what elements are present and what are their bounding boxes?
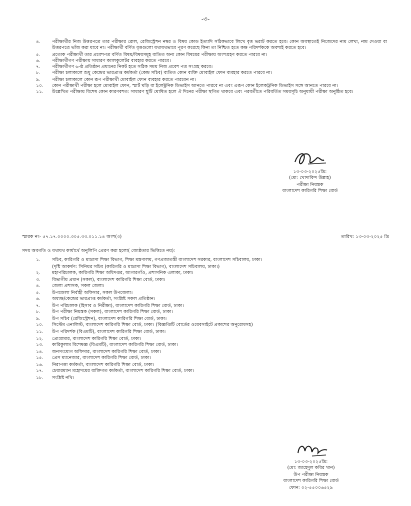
list-text: উপ পরীক্ষা নিয়ন্ত্রক (সকল), বাংলাদেশ কারিগরি শিক্ষা বোর্ড, ঢাকা। — [52, 310, 173, 316]
list-text: সচিব, কারিগরি ও মাদ্রাসা শিক্ষা বিভাগ, শিক্ষা মন্ত্রণালয়, গণপ্রজাতন্ত্রী বাংলাদেশ সরকার, বাংলাদেশ সচিবালয়, ঢাকা। — [52, 258, 263, 263]
signature-date: ১৩-০৩-২০২৫খ্রি: — [293, 170, 327, 175]
rule-number: ৬. — [36, 58, 41, 64]
list-number: ৬. — [36, 297, 41, 303]
list-text: জনসংযোগ অফিসার, বাংলাদেশ কারিগরি শিক্ষা বোর্ড, ঢাকা। — [52, 349, 162, 355]
list-number: ১১. — [36, 330, 44, 336]
list-number: ১২. — [36, 336, 44, 342]
list-number: ৯. — [36, 316, 41, 322]
signatory-organization: বাংলাদেশ কারিগরি শিক্ষা বোর্ড — [282, 189, 338, 195]
rule-text: পরীক্ষার্থীর নিজ উত্তরপত্রে তার পরীক্ষার রোল, রেজিস্ট্রেশন নম্বর ও বিষয় কোড ইত্যাদি সঠিকভাবে লিখে বৃত্ত ভরাট করতে হবে। কোন অবস্থাতেই নিজেদের নাম লেখা, নাম দেওয়া বা উত্তরপত্রে ভাঁজ করা যাবে না। পরীক্ষার্থী বর্ণিত বৃত্তগুলো যথাযথভাবে পূরণ করেছে কিনা তা নিশ্চিত হতে কক্ষ পরিদর্শককে অবশ্যই করতে হবে। — [52, 40, 387, 52]
list-text: উপ পরিচালক (হিসাব ও নিরীক্ষা), বাংলাদেশ কারিগরি শিক্ষা বোর্ড, ঢাকা। — [52, 303, 184, 309]
list-number: ৮. — [36, 310, 41, 316]
list-number: ১৩. — [36, 343, 44, 349]
rule-text: পরীক্ষার্থীগণ ৬-ষ্ঠ প্রতিষ্ঠান প্রধানের নিকট হতে সঠিক সময় নিজ প্রবেশ পত্র সংগ্রহ করবে। — [52, 65, 213, 71]
signature-block-deputy — [252, 438, 370, 492]
list-text: প্রোগ্রামার, বাংলাদেশ কারিগরি শিক্ষা বোর্ড, ঢাকা। — [52, 336, 142, 342]
rule-number: ৭. — [36, 65, 41, 71]
list-text: উপ সচিব (রেজিস্ট্রেশন), বাংলাদেশ কারিগরি শিক্ষা বোর্ড, ঢাকা। — [52, 316, 167, 322]
rule-number: ১০. — [36, 84, 44, 90]
list-number: ১০. — [36, 323, 44, 329]
signatory-name: (মো: জাহেদুল কবির খান) — [287, 466, 335, 472]
distribution-intro: সদয় অবগতি ও যথাযথ কার্যার্থে অনুলিপি প্রেরণ করা হলো( জ্যেষ্ঠতার ভিত্তিতে নয়): — [22, 249, 176, 254]
list-item — [36, 376, 386, 383]
rule-text: কোন পরীক্ষার্থী পরীক্ষা হলে মোবাইল ফোন, স্মার্ট ঘড়ি বা ইলেক্ট্রনিক ডিভাইস আনতে পারবে না এবং এরূপ কোন ইলেকট্রনিক ডিভাইস সঙ্গে আনতে পারবে না। — [52, 84, 339, 90]
signatory-organization: বাংলাদেশ কারিগরি শিক্ষা বোর্ড — [283, 479, 339, 485]
handwritten-signature — [250, 148, 370, 170]
signatory-name: (মো: খোদাবিন্দ উল্লাহ) — [289, 176, 331, 182]
list-text: বিভাগীয় প্রধান (সকল), বাংলাদেশ কারিগরি শিক্ষা বোর্ড, ঢাকা। — [52, 277, 166, 283]
rule-number: ৮. — [36, 71, 41, 77]
memo-date: তারিখ: ১৩-০৩-২০২৫ খ্রি — [340, 235, 389, 240]
rule-number: ১১. — [36, 90, 44, 96]
list-number: ১৮. — [36, 375, 44, 381]
rule-item — [22, 40, 387, 53]
list-text: প্রেস ম্যানেজার, বাংলাদেশ কারিগরি শিক্ষা বোর্ড, ঢাকা। — [52, 356, 151, 362]
signature-scribble-icon — [252, 438, 370, 460]
list-text: চেয়ারম্যান মহোদয়ের ব্যক্তিগত কর্মকর্তা, বাংলাদেশ কারিগরি শিক্ষা বোর্ড, ঢাকা। — [52, 369, 195, 375]
rule-text: পরীক্ষার্থীগণ পরীক্ষায় সাধারণ ক্যালকুলেটর ব্যবহার করতে পারবে। — [52, 58, 171, 64]
rule-text: প্রত্যেক পরীক্ষার্থী তার প্রবেশপত্র বর্ণিত বিষয়/বিষয়সমূহ ব্যতিত অন্য কোন বিষয়ের পরীক্ষায় অংশগ্রহণ করতে পারবে না। — [52, 52, 268, 58]
list-number: ১৬. — [36, 362, 44, 368]
list-number: ৭. — [36, 303, 41, 309]
list-number: ১৭. — [36, 369, 44, 375]
list-number: ১৫. — [36, 356, 44, 362]
list-number: ১. — [36, 258, 41, 263]
list-text: মহাপরিচালক, কারিগরি শিক্ষা অধিদপ্তর, আগারগাঁও, প্রশাসনিক এলাকা, ঢাকা। — [52, 271, 194, 277]
list-text: উপজেলা নির্বাহী অফিসার, সকল উপজেলা। — [52, 290, 133, 296]
memo-line — [22, 233, 389, 241]
rule-number: ৯. — [36, 77, 41, 83]
signatory-title: উপ পরীক্ষা নিয়ন্ত্রক — [293, 472, 329, 478]
rule-text: উল্লেখিত পরীক্ষায় বিশেষ কোন কারণবশত: সাধারণ ছুটি ঘোষিত হলে ঐ দিনের পরীক্ষা স্থগিত থাকবে এবং পরবর্তীতে পরিবর্তিত সময়সূচি অনুযায়ী পরীক্ষা অনুষ্ঠিত হবে। — [52, 90, 354, 96]
list-text: অধ্যক্ষ/কেন্দ্রের ভারপ্রাপ্ত কর্মকর্তা, সংশ্লিষ্ট সকল প্রতিষ্ঠান। — [52, 297, 156, 303]
signature-date: ১৩-০৩-২০২৫খ্রি: — [294, 460, 328, 465]
list-text: (দৃষ্টি আকর্ষণ: সিনিয়র সচিব (কারিগরি ও মাদ্রাসা শিক্ষা বিভাগ), বাংলাদেশ সচিবালয়, ঢাকা।) — [52, 264, 220, 270]
signatory-title: পরীক্ষা নিয়ন্ত্রক — [296, 182, 324, 188]
memo-reference: স্মারক নং- ৫৭.১৭.০০০০.৩০৫.৩৩.০১১.১৪ অংশ(৩) — [22, 235, 122, 240]
signature-block-controller — [250, 148, 370, 196]
handwritten-signature — [252, 438, 370, 460]
rule-number: ৫. — [36, 52, 41, 58]
rule-text: পরীক্ষা চলাকালে শুধু কেন্দ্রের ভারপ্রাপ্ত কর্মকর্তা (কেন্দ্র সচিব) ব্যতিত কোন ব্যক্তি মোবাইল ফোন ব্যবহার করতে পারবে না। — [52, 71, 272, 77]
list-number: ২. — [36, 271, 41, 277]
list-number: ৪. — [36, 284, 41, 290]
distribution-list — [36, 258, 386, 382]
list-number: ৩. — [36, 277, 41, 283]
list-number: ১৪. — [36, 349, 44, 355]
signature-scribble-icon — [250, 148, 370, 170]
list-text: সংশ্লিষ্ট নথি। — [52, 375, 75, 381]
list-number: ৫. — [36, 290, 41, 296]
signatory-phone: ফোন: ০২-৫৫০০৬৫২৯ — [289, 485, 333, 491]
rule-item — [22, 90, 387, 96]
list-text: সিস্টেম এনালিস্ট, বাংলাদেশ কারিগরি শিক্ষা বোর্ড, ঢাকা। (বিজ্ঞপ্তিটি বোর্ডের ওয়েবসাইটে প্রকাশের অনুরোধসহ) — [52, 323, 253, 329]
list-text: নিরাপত্তা কর্মকর্তা, বাংলাদেশ কারিগরি শিক্ষা বোর্ড, ঢাকা। — [52, 362, 155, 368]
list-text: জেলা প্রশাসক, সকল জেলা। — [52, 284, 105, 290]
list-text: উপ পরিদর্শক (বিএমটি), বাংলাদেশ কারিগরি শিক্ষা বোর্ড, ঢাকা। — [52, 330, 166, 336]
rule-number: ৪. — [36, 40, 41, 45]
list-text: কারিকুলাম বিশেষজ্ঞ (বিএমটি), বাংলাদেশ কারিগরি শিক্ষা বোর্ড, ঢাকা। — [52, 343, 178, 349]
rule-text: পরীক্ষা চলাকালে কোন রূপ পরীক্ষার্থী মোবাইল ফোন ব্যবহার করতে পারবেন না। — [52, 77, 196, 83]
page-number: -৩- — [201, 16, 210, 23]
exam-rules-list — [22, 40, 387, 97]
